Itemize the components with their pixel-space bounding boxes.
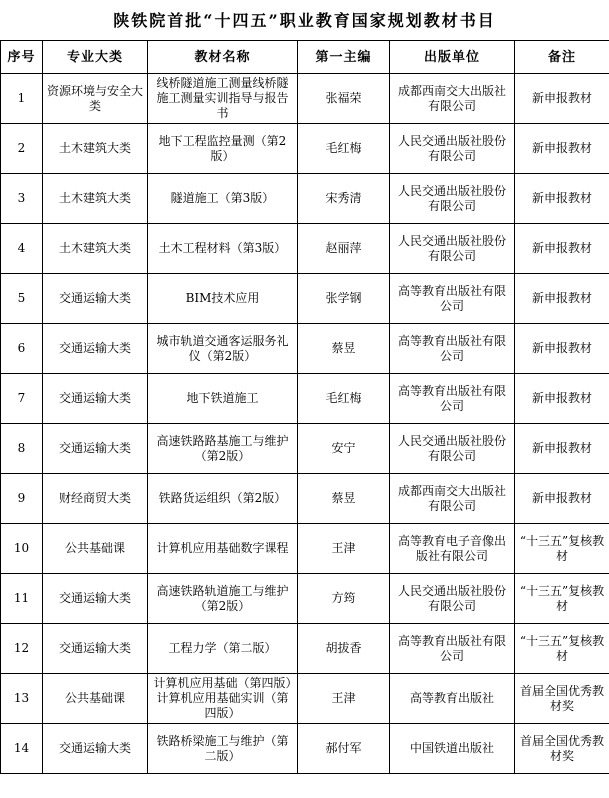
- header-textbook-name: 教材名称: [148, 41, 298, 74]
- cell-publisher: 高等教育出版社有限公司: [390, 624, 515, 674]
- table-row: [1, 374, 609, 424]
- cell-no: 5: [1, 274, 43, 324]
- cell-textbook-name: 地下工程监控量测（第2版）: [148, 124, 298, 174]
- cell-chief-editor: 安宁: [298, 424, 390, 474]
- cell-category: 交通运输大类: [43, 624, 148, 674]
- cell-chief-editor: 毛红梅: [298, 374, 390, 424]
- cell-textbook-name: 城市轨道交通客运服务礼仪（第2版）: [148, 324, 298, 374]
- cell-textbook-name: 地下铁道施工: [148, 374, 298, 424]
- cell-textbook-name: 高速铁路路基施工与维护（第2版）: [148, 424, 298, 474]
- cell-no: 12: [1, 624, 43, 674]
- cell-textbook-name: 高速铁路轨道施工与维护（第2版）: [148, 574, 298, 624]
- cell-no: 14: [1, 724, 43, 774]
- cell-category: 交通运输大类: [43, 274, 148, 324]
- table-row: [1, 474, 609, 524]
- cell-no: 11: [1, 574, 43, 624]
- cell-chief-editor: 王津: [298, 674, 390, 724]
- cell-remark: 新申报教材: [515, 124, 609, 174]
- cell-category: 交通运输大类: [43, 374, 148, 424]
- header-remark: 备注: [515, 41, 609, 74]
- cell-no: 3: [1, 174, 43, 224]
- cell-publisher: 高等教育出版社有限公司: [390, 274, 515, 324]
- cell-publisher: 中国铁道出版社: [390, 724, 515, 774]
- cell-chief-editor: 郝付军: [298, 724, 390, 774]
- cell-publisher: 人民交通出版社股份有限公司: [390, 574, 515, 624]
- cell-category: 交通运输大类: [43, 724, 148, 774]
- cell-publisher: 成都西南交大出版社有限公司: [390, 74, 515, 124]
- cell-publisher: 高等教育出版社有限公司: [390, 324, 515, 374]
- cell-remark: 新申报教材: [515, 74, 609, 124]
- cell-publisher: 高等教育出版社: [390, 674, 515, 724]
- cell-publisher: 高等教育电子音像出版社有限公司: [390, 524, 515, 574]
- textbook-table: [0, 40, 609, 774]
- cell-category: 资源环境与安全大类: [43, 74, 148, 124]
- cell-publisher: 人民交通出版社股份有限公司: [390, 224, 515, 274]
- cell-chief-editor: 毛红梅: [298, 124, 390, 174]
- cell-remark: 新申报教材: [515, 174, 609, 224]
- cell-chief-editor: 方筠: [298, 574, 390, 624]
- table-row: [1, 624, 609, 674]
- cell-category: 土木建筑大类: [43, 124, 148, 174]
- cell-textbook-name: 隧道施工（第3版）: [148, 174, 298, 224]
- table-row: [1, 274, 609, 324]
- cell-textbook-name: 工程力学（第二版）: [148, 624, 298, 674]
- cell-publisher: 人民交通出版社股份有限公司: [390, 174, 515, 224]
- cell-chief-editor: 赵丽萍: [298, 224, 390, 274]
- cell-textbook-name: BIM技术应用: [148, 274, 298, 324]
- cell-category: 交通运输大类: [43, 424, 148, 474]
- cell-remark: “十三五”复核教材: [515, 524, 609, 574]
- header-row: [1, 41, 609, 74]
- cell-remark: “十三五”复核教材: [515, 574, 609, 624]
- table-row: [1, 424, 609, 474]
- table-row: [1, 524, 609, 574]
- cell-remark: 首届全国优秀教材奖: [515, 724, 609, 774]
- cell-chief-editor: 宋秀清: [298, 174, 390, 224]
- cell-remark: 新申报教材: [515, 374, 609, 424]
- cell-no: 9: [1, 474, 43, 524]
- cell-category: 公共基础课: [43, 674, 148, 724]
- cell-textbook-name: 铁路货运组织（第2版）: [148, 474, 298, 524]
- cell-chief-editor: 张学钢: [298, 274, 390, 324]
- table-row: [1, 124, 609, 174]
- table-row: [1, 724, 609, 774]
- cell-no: 1: [1, 74, 43, 124]
- cell-publisher: 人民交通出版社股份有限公司: [390, 124, 515, 174]
- cell-no: 8: [1, 424, 43, 474]
- cell-remark: 新申报教材: [515, 474, 609, 524]
- cell-textbook-name: 土木工程材料（第3版）: [148, 224, 298, 274]
- header-category: 专业大类: [43, 41, 148, 74]
- table-row: [1, 74, 609, 124]
- header-publisher: 出版单位: [390, 41, 515, 74]
- cell-category: 财经商贸大类: [43, 474, 148, 524]
- cell-textbook-name: 线桥隧道施工测量线桥隧施工测量实训指导与报告书: [148, 74, 298, 124]
- cell-chief-editor: 蔡昱: [298, 474, 390, 524]
- cell-publisher: 高等教育出版社有限公司: [390, 374, 515, 424]
- cell-no: 4: [1, 224, 43, 274]
- cell-publisher: 人民交通出版社股份有限公司: [390, 424, 515, 474]
- cell-chief-editor: 张福荣: [298, 74, 390, 124]
- cell-chief-editor: 蔡昱: [298, 324, 390, 374]
- cell-category: 公共基础课: [43, 524, 148, 574]
- table-row: [1, 574, 609, 624]
- table-row: [1, 324, 609, 374]
- cell-chief-editor: 王津: [298, 524, 390, 574]
- table-row: [1, 174, 609, 224]
- cell-remark: 新申报教材: [515, 324, 609, 374]
- cell-textbook-name: 铁路桥梁施工与维护（第二版）: [148, 724, 298, 774]
- table-row: [1, 224, 609, 274]
- cell-remark: “十三五”复核教材: [515, 624, 609, 674]
- header-no: 序号: [1, 41, 43, 74]
- cell-no: 6: [1, 324, 43, 374]
- cell-no: 10: [1, 524, 43, 574]
- page-title: 陕铁院首批“十四五”职业教育国家规划教材书目: [113, 11, 496, 30]
- table-row: [1, 674, 609, 724]
- cell-textbook-name: 计算机应用基础（第四版）计算机应用基础实训（第四版）: [148, 674, 298, 724]
- cell-category: 交通运输大类: [43, 574, 148, 624]
- cell-no: 7: [1, 374, 43, 424]
- cell-remark: 新申报教材: [515, 224, 609, 274]
- cell-remark: 首届全国优秀教材奖: [515, 674, 609, 724]
- cell-category: 土木建筑大类: [43, 174, 148, 224]
- cell-category: 土木建筑大类: [43, 224, 148, 274]
- cell-chief-editor: 胡拔香: [298, 624, 390, 674]
- cell-publisher: 成都西南交大出版社有限公司: [390, 474, 515, 524]
- cell-remark: 新申报教材: [515, 274, 609, 324]
- cell-textbook-name: 计算机应用基础数字课程: [148, 524, 298, 574]
- cell-no: 2: [1, 124, 43, 174]
- cell-remark: 新申报教材: [515, 424, 609, 474]
- cell-category: 交通运输大类: [43, 324, 148, 374]
- cell-no: 13: [1, 674, 43, 724]
- header-chief-editor: 第一主编: [298, 41, 390, 74]
